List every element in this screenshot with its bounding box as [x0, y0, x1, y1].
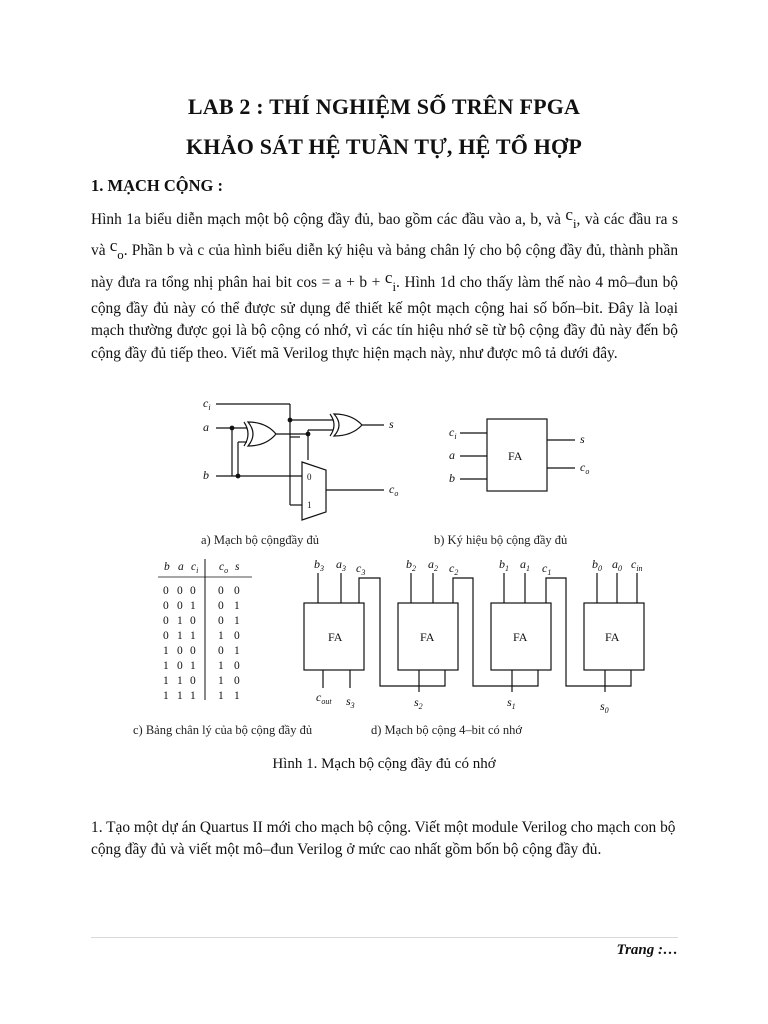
truth-table-cell: 1	[234, 615, 240, 627]
truth-table-cell: 1	[218, 630, 224, 642]
page-footer: Trang :…	[616, 942, 678, 958]
label-b3: $b_3$	[314, 557, 324, 573]
subcaption-d: d) Mạch bộ cộng 4–bit có nhớ	[371, 723, 523, 737]
truth-table-cell: 0	[163, 615, 169, 627]
label-a0: $a_0$	[612, 557, 622, 573]
truth-table-cell: 0	[190, 585, 196, 597]
ci2-symbol: c	[384, 267, 393, 287]
label-s2: $s_2$	[414, 695, 423, 711]
truth-table-cell: 1	[190, 600, 196, 612]
ripple-labels	[314, 557, 643, 715]
label-b0: $b_0$	[592, 557, 602, 573]
junction-xor1	[306, 432, 310, 436]
fa-label-1: FA	[513, 630, 528, 644]
truth-table-cell: 1	[234, 600, 240, 612]
sym-label-ci: $c_i$	[449, 425, 457, 441]
xor1-gate	[248, 422, 276, 446]
truth-table-cell: 0	[234, 630, 240, 642]
ci2-subscript: i	[392, 279, 397, 294]
subcaption-b: b) Ký hiệu bộ cộng đầy đủ	[434, 533, 568, 547]
truth-table-cell: 1	[177, 630, 183, 642]
truth-table-cell: 0	[234, 675, 240, 687]
junction-ci	[288, 418, 292, 422]
circuit-a	[216, 404, 384, 520]
label-ci: $c_i$	[203, 396, 211, 412]
truth-table-cell: 1	[218, 675, 224, 687]
truth-table-header-3: $c_o$	[219, 561, 229, 575]
document-title-line-1: LAB 2 : THÍ NGHIỆM SỐ TRÊN FPGA	[187, 94, 581, 119]
label-b1: $b_1$	[499, 557, 509, 573]
fa-label-0: FA	[605, 630, 620, 644]
footer-divider	[91, 937, 678, 938]
label-s3: $s_3$	[346, 694, 355, 710]
label-a2: $a_2$	[428, 557, 438, 573]
fa-symbol-label: FA	[508, 449, 523, 463]
truth-table-cell: 1	[234, 645, 240, 657]
label-cout: $c_{out}$	[316, 690, 332, 706]
truth-table-cell: 1	[218, 660, 224, 672]
fa-label-3: FA	[328, 630, 343, 644]
label-s1: $s_1$	[507, 695, 516, 711]
label-a3: $a_3$	[336, 557, 346, 573]
ripple-carry-adder	[304, 573, 644, 692]
truth-table-cell: 0	[218, 585, 224, 597]
truth-table-cell: 1	[177, 675, 183, 687]
task-paragraph: 1. Tạo một dự án Quartus II mới cho mạch bộ cộng. Viết một module Verilog cho mạch con bộ cộng đầy đủ và viết một mô–đun Verilog ở mức cao nhất gồm bốn bộ cộng đầy đủ.	[91, 819, 676, 858]
label-c3: $c_3$	[356, 561, 366, 577]
truth-table-cell: 0	[234, 660, 240, 672]
paragraph-text-2: , và các đầu ra s và	[91, 211, 678, 260]
symbol-b-labels	[449, 425, 589, 485]
subcaption-a: a) Mạch bộ cộngđầy đủ	[201, 533, 320, 547]
truth-table-cell: 0	[163, 630, 169, 642]
truth-table-cell: 0	[234, 585, 240, 597]
truth-table-cell: 1	[234, 690, 240, 702]
paragraph-text-3: . Phần b và c của hình biểu diễn ký hiệu và bảng chân lý cho bộ cộng đầy đủ, thành phần này đưa ra tổng nhị phân hai bit cos = a + b +	[91, 242, 679, 291]
figure-caption: Hình 1. Mạch bộ cộng đầy đủ có nhớ	[272, 756, 496, 772]
truth-table	[158, 559, 252, 702]
label-a1: $a_1$	[520, 557, 530, 573]
truth-table-cell: 0	[177, 585, 183, 597]
label-c1: $c_1$	[542, 561, 552, 577]
truth-table-cell: 1	[163, 675, 169, 687]
label-b: b	[203, 468, 209, 482]
co-symbol: c	[109, 236, 118, 256]
mux-shape	[302, 462, 326, 520]
truth-table-cell: 0	[163, 585, 169, 597]
co-subscript: o	[117, 248, 124, 263]
truth-table-cell: 1	[163, 690, 169, 702]
truth-table-cell: 0	[190, 645, 196, 657]
xor2-back-curve	[330, 414, 334, 436]
truth-table-cell: 1	[177, 690, 183, 702]
label-a: a	[203, 420, 209, 434]
truth-table-cell: 0	[177, 600, 183, 612]
junction-b	[236, 474, 240, 478]
truth-table-body	[163, 561, 240, 702]
truth-table-cell: 0	[218, 600, 224, 612]
truth-table-cell: 0	[218, 645, 224, 657]
mux-input-0: 0	[307, 472, 312, 482]
truth-table-cell: 1	[163, 660, 169, 672]
truth-table-cell: 0	[190, 615, 196, 627]
label-b2: $b_2$	[406, 557, 416, 573]
sym-label-co: $c_o$	[580, 460, 590, 476]
truth-table-cell: 1	[190, 630, 196, 642]
section-heading: 1. MẠCH CỘNG :	[91, 176, 223, 195]
truth-table-cell: 1	[177, 615, 183, 627]
label-s: s	[389, 417, 394, 431]
truth-table-cell: 0	[177, 660, 183, 672]
label-cin: $c_{in}$	[631, 557, 643, 573]
truth-table-cell: 0	[190, 675, 196, 687]
truth-table-header-1: a	[178, 561, 184, 573]
paragraph-text-4: . Hình 1d cho thấy làm thế nào 4 mô–đun bộ cộng đầy đủ này có thể được sử dụng để thiết kế một mạch cộng hai số bốn–bit. Đây là loại mạch thường được gọi là bộ cộng có nhớ, vì các tín hiệu nhớ sẽ từ bộ cộng đầy đủ này đến bộ cộng đầy đủ tiếp theo. Viết mã Verilog thực hiện mạch này, như được mô tả dưới đây.	[91, 273, 678, 362]
junction-a	[230, 426, 234, 430]
label-co: $c_o$	[389, 482, 399, 498]
paragraph-text-1: Hình 1a biểu diễn mạch một bộ cộng đầy đủ, bao gồm các đầu vào a, b, và	[91, 211, 566, 228]
truth-table-cell: 1	[190, 690, 196, 702]
truth-table-cell: 1	[190, 660, 196, 672]
truth-table-cell: 0	[163, 600, 169, 612]
truth-table-cell: 0	[218, 615, 224, 627]
truth-table-header-4: s	[235, 561, 240, 573]
truth-table-header-0: b	[164, 561, 170, 573]
truth-table-cell: 1	[163, 645, 169, 657]
truth-table-cell: 0	[177, 645, 183, 657]
subcaption-c: c) Bảng chân lý của bộ cộng đầy đủ	[133, 723, 313, 737]
ci-symbol: c	[565, 205, 573, 224]
document-title-line-2: KHẢO SÁT HỆ TUẦN TỰ, HỆ TỔ HỢP	[186, 134, 582, 159]
truth-table-header-2: $c_i$	[191, 561, 199, 575]
sym-label-b: b	[449, 471, 455, 485]
truth-table-cell: 1	[218, 690, 224, 702]
mux-input-1: 1	[307, 500, 312, 510]
label-s0: $s_0$	[600, 699, 609, 715]
sym-label-a: a	[449, 448, 455, 462]
sym-label-s: s	[580, 432, 585, 446]
ci-subscript: i	[572, 217, 577, 232]
xor2-gate	[334, 414, 362, 436]
label-c2: $c_2$	[449, 561, 459, 577]
fa-label-2: FA	[420, 630, 435, 644]
